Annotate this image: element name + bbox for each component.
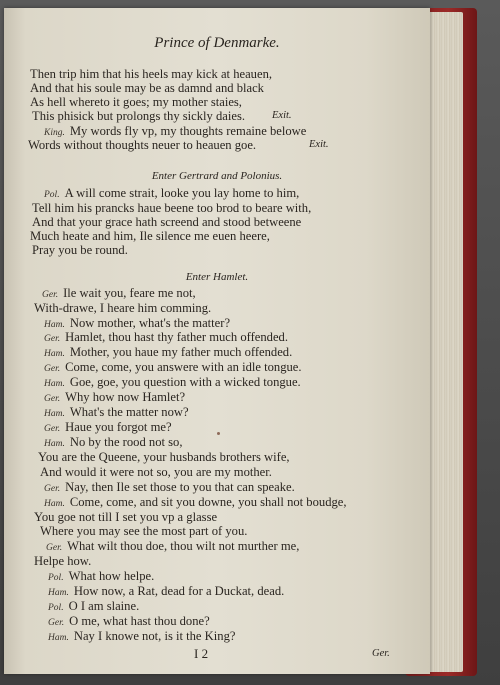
verse-line — [48, 629, 235, 645]
verse-line — [32, 109, 245, 123]
verse-line — [30, 81, 264, 95]
line-text: O I am slaine. — [68, 599, 140, 613]
catchword: Ger. — [372, 648, 390, 659]
verse-line — [44, 360, 302, 376]
line-text: Enter Gertrard and Polonius. — [151, 170, 283, 182]
verse-line — [32, 215, 301, 229]
speaker-prefix: Ger. — [42, 290, 59, 300]
line-text: Words without thoughts neuer to heauen goe. — [28, 138, 257, 152]
verse-line — [44, 186, 299, 202]
stage-direction — [4, 169, 430, 183]
verse-line — [30, 95, 242, 109]
line-text: Pray you be round. — [32, 243, 128, 257]
verse-line — [38, 450, 290, 464]
verse-line — [28, 138, 256, 152]
exit-direction: Exit. — [272, 110, 292, 121]
line-text: How now, a Rat, dead for a Duckat, dead. — [73, 584, 285, 598]
line-text: Enter Hamlet. — [185, 271, 249, 283]
speaker-prefix: Ger. — [46, 543, 63, 553]
line-text: And would it were not so, you are my mother. — [40, 465, 272, 479]
speaker-prefix: Pol. — [48, 603, 64, 613]
line-text: Then trip him that his heels may kick at heauen, — [30, 67, 273, 81]
line-text: Much heate and him, Ile silence me euen heere, — [30, 229, 270, 243]
verse-line — [44, 405, 189, 421]
verse-line — [44, 390, 185, 406]
book-page — [4, 8, 430, 674]
signature-mark: I 2 — [194, 646, 209, 661]
line-text: No by the rood not so, — [69, 435, 183, 449]
line-text: A will come strait, looke you lay home to him, — [64, 186, 300, 200]
verse-line — [44, 480, 295, 496]
verse-line — [44, 345, 292, 361]
verse-line — [48, 569, 154, 585]
verse-line — [40, 465, 272, 479]
speaker-prefix: Ham. — [44, 349, 65, 359]
verse-line — [48, 599, 139, 615]
verse-line — [30, 67, 272, 81]
verse-line — [30, 229, 270, 243]
speaker-prefix: Ger. — [44, 394, 61, 404]
verse-line — [44, 375, 301, 391]
line-text: What's the matter now? — [69, 405, 189, 419]
verse-line — [32, 243, 128, 257]
speaker-prefix: Ger. — [48, 618, 65, 628]
verse-line — [48, 584, 284, 600]
verse-line — [48, 614, 210, 630]
speaker-prefix: Ham. — [48, 633, 69, 643]
line-text: And that your grace hath screend and stood betweene — [32, 215, 302, 229]
speaker-prefix: Ham. — [44, 379, 65, 389]
line-text: Where you may see the most part of you. — [40, 524, 248, 538]
line-text: Goe, goe, you question with a wicked tongue. — [69, 375, 301, 389]
line-text: And that his soule may be as damnd and black — [30, 81, 264, 95]
line-text: Come, come, you answere with an idle tongue. — [65, 360, 302, 374]
speaker-prefix: Ger. — [44, 364, 61, 374]
line-text: You goe not till I set you vp a glasse — [34, 510, 218, 524]
verse-line — [44, 420, 172, 436]
line-text: What wilt thou doe, thou wilt not murther me, — [67, 539, 300, 553]
speaker-prefix: Pol. — [48, 573, 64, 583]
speaker-prefix: Ham. — [44, 409, 65, 419]
speaker-prefix: Pol. — [44, 190, 60, 200]
stage-direction — [4, 270, 430, 284]
line-text: O me, what hast thou done? — [69, 614, 210, 628]
line-text: Why how now Hamlet? — [65, 390, 186, 404]
verse-line — [44, 435, 183, 451]
speaker-prefix: King. — [44, 128, 65, 138]
line-text: Helpe how. — [34, 554, 92, 568]
line-text: Hamlet, thou hast thy father much offended. — [65, 330, 289, 344]
line-text: As hell whereto it goes; my mother staies, — [30, 95, 242, 109]
verse-line — [40, 524, 247, 538]
running-header: Prince of Denmarke. — [154, 35, 280, 51]
verse-line — [46, 539, 299, 555]
line-text: What how helpe. — [68, 569, 155, 583]
line-text: This phisick but prolongs thy sickly daies. — [32, 109, 246, 123]
line-text: With-drawe, I heare him comming. — [34, 301, 212, 315]
line-text: Nay, then Ile set those to you that can speake. — [65, 480, 295, 494]
line-text: Tell him his prancks haue beene too brod to beare with, — [32, 201, 312, 215]
speaker-prefix: Ger. — [44, 424, 61, 434]
verse-line — [34, 301, 211, 315]
line-text: Come, come, and sit you downe, you shall not boudge, — [69, 495, 347, 509]
verse-line — [44, 330, 288, 346]
verse-line — [34, 510, 217, 524]
speaker-prefix: Ham. — [48, 588, 69, 598]
line-text: My words fly vp, my thoughts remaine belowe — [69, 124, 307, 138]
verse-line — [44, 495, 347, 511]
verse-line — [34, 554, 91, 568]
speaker-prefix: Ham. — [44, 439, 65, 449]
speaker-prefix: Ger. — [44, 334, 61, 344]
exit-direction: Exit. — [309, 139, 329, 150]
line-text: You are the Queene, your husbands brothers wife, — [38, 450, 290, 464]
line-text: Ile wait you, feare me not, — [63, 286, 196, 300]
line-text: Nay I knowe not, is it the King? — [73, 629, 236, 643]
ink-speck — [217, 432, 220, 435]
verse-line — [32, 201, 311, 215]
line-text: Haue you forgot me? — [65, 420, 172, 434]
speaker-prefix: Ger. — [44, 484, 61, 494]
line-text: Now mother, what's the matter? — [69, 316, 231, 330]
speaker-prefix: Ham. — [44, 499, 65, 509]
verse-line — [42, 286, 196, 302]
line-text: Mother, you haue my father much offended. — [69, 345, 293, 359]
speaker-prefix: Ham. — [44, 320, 65, 330]
